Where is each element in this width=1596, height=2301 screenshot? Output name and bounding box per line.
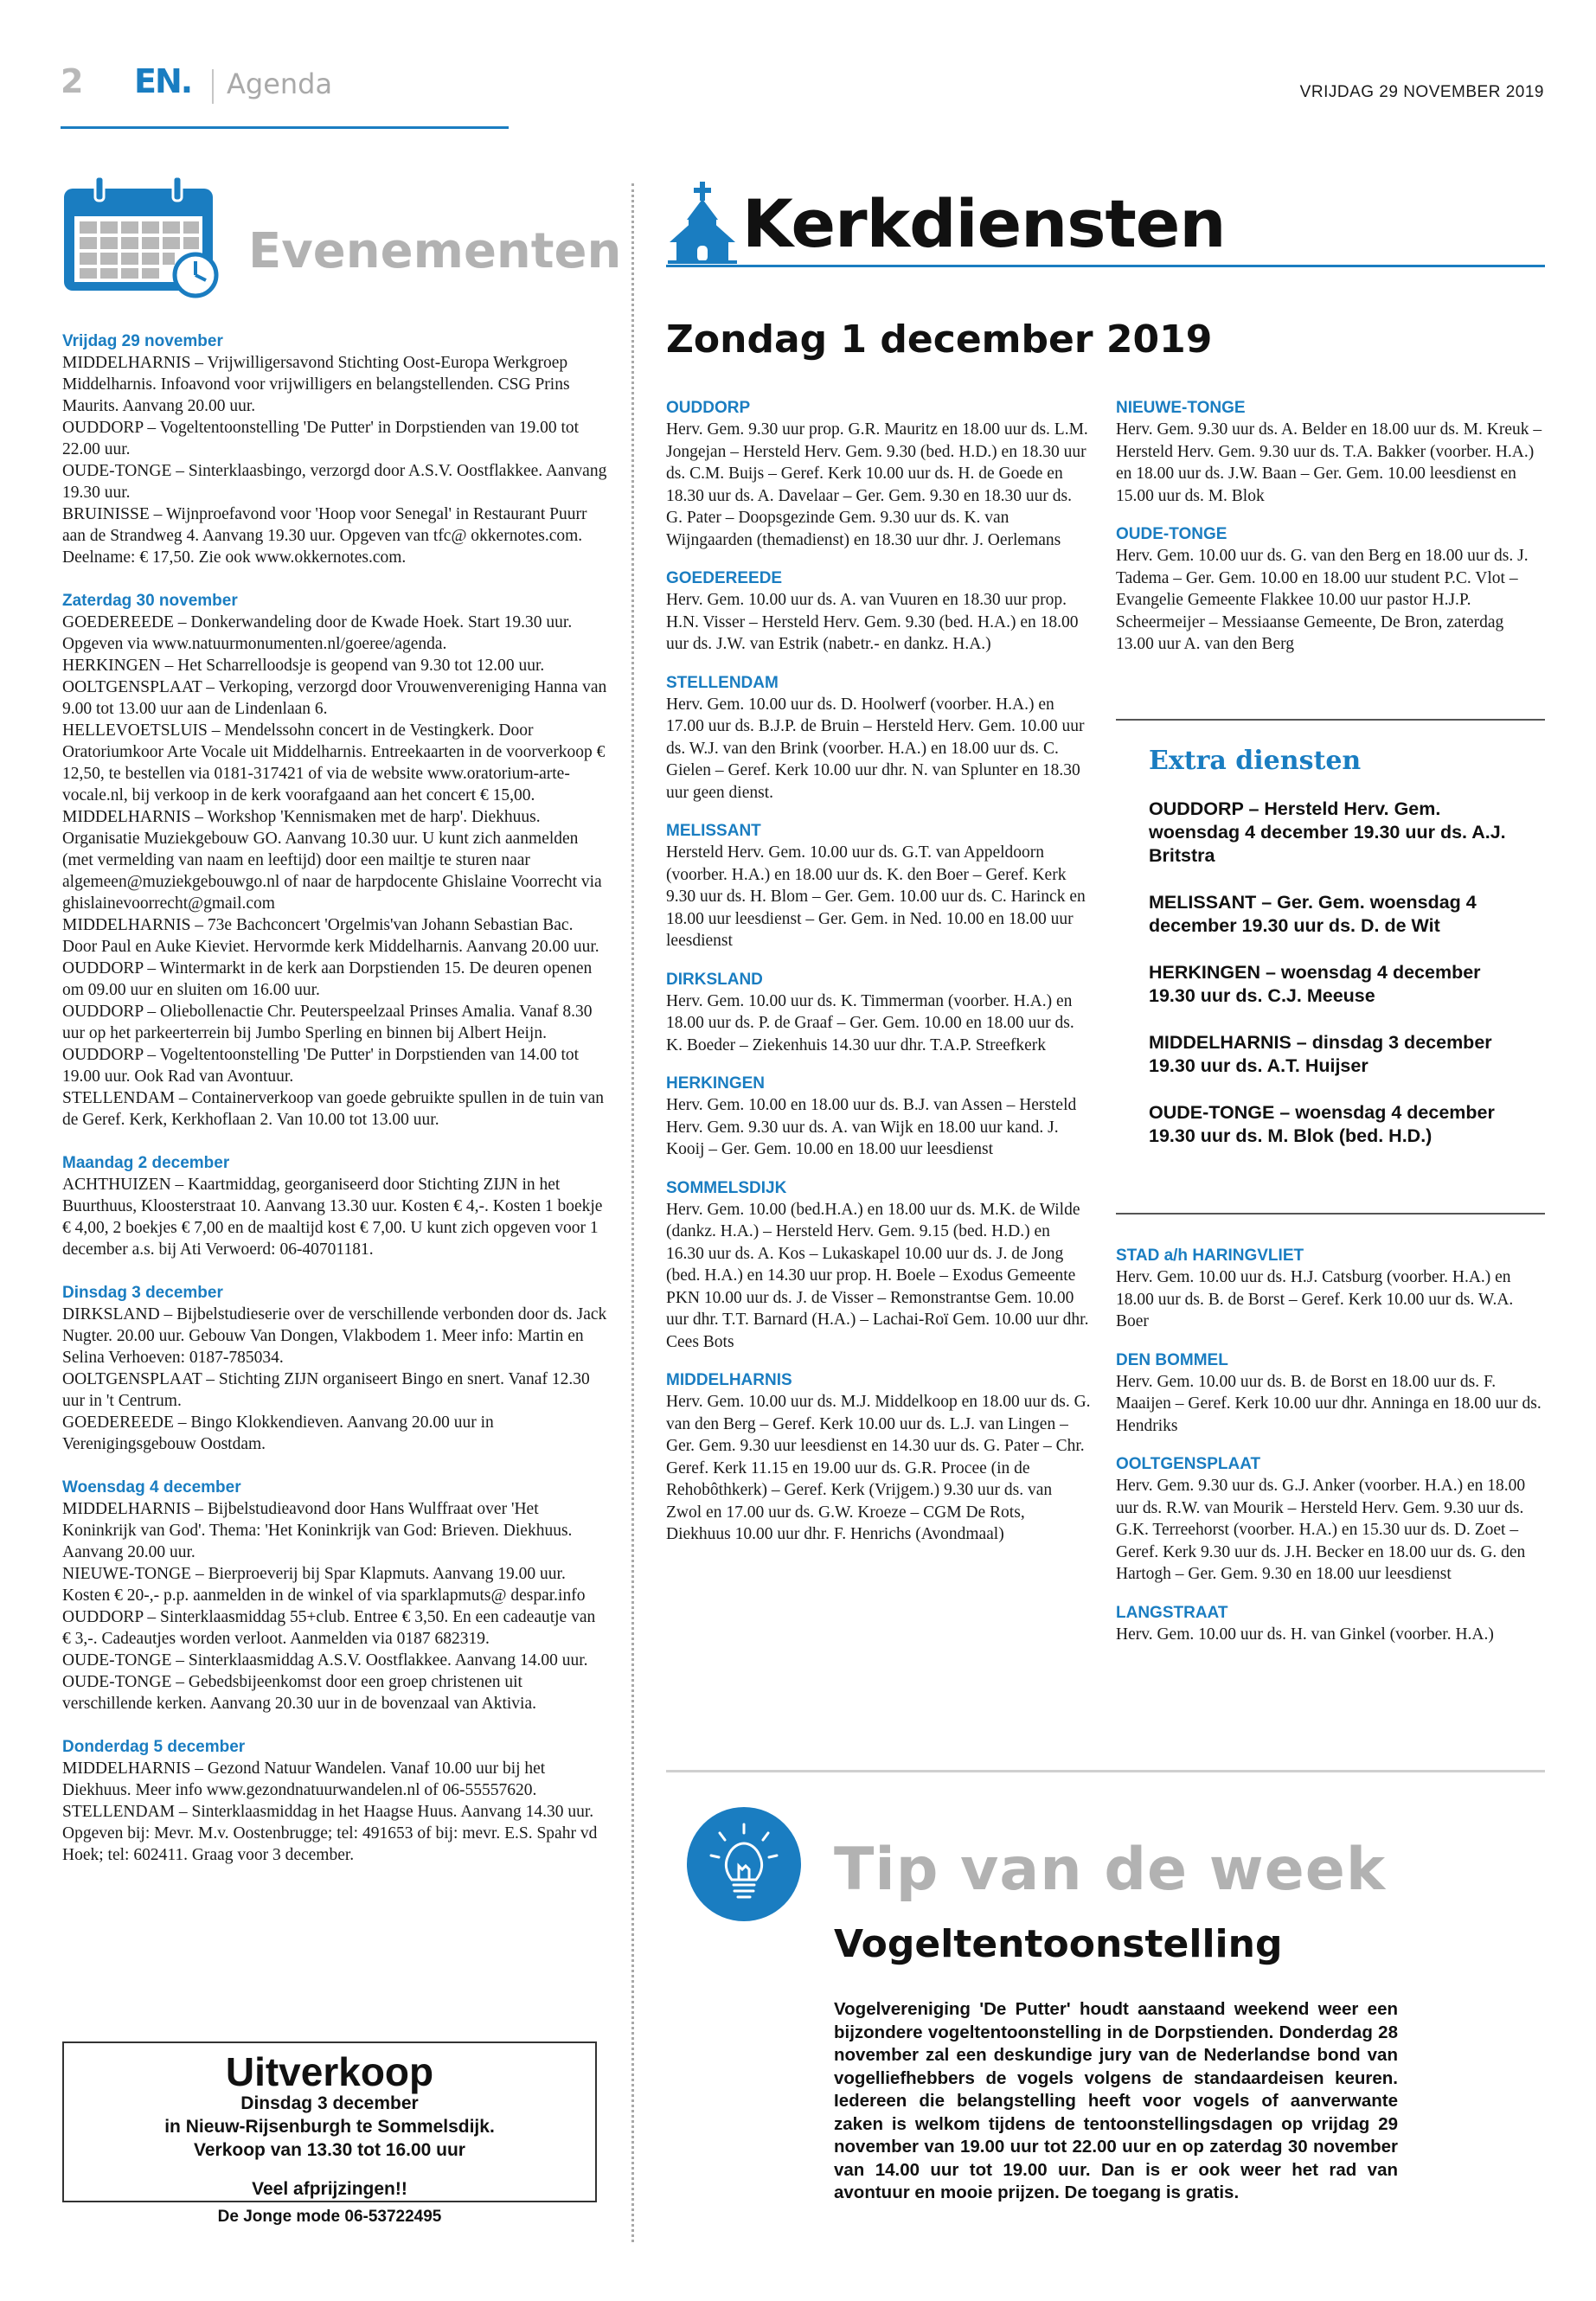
event-item: BRUINISSE – Wijnproefavond voor 'Hoop voor Senegal' in Restaurant Puurr aan de Strandweg 4. Aanvang 19.30 uur. Opgeven van tfc@ okkernotes.com. Deelname: € 17,50. Zie ook www.okkernotes.com. (62, 505, 587, 567)
extra-services-title: Extra diensten (1149, 746, 1362, 776)
church-services: Herv. Gem. 10.00 en 18.00 uur ds. B.J. van Assen – Hersteld Herv. Gem. 9.30 uur ds. A. van Wijk en 18.00 uur kand. J. Kooij – Ger. Gem. 10.00 en 18.00 uur leesdienst (666, 1096, 1077, 1158)
extra-service-item: OUDE-TONGE – woensdag 4 december 19.30 uur ds. M. Blok (bed. H.D.) (1149, 1102, 1495, 1146)
tip-title: Tip van de week (834, 1836, 1387, 1904)
church-place: SOMMELSDIJK (666, 1178, 787, 1197)
tip-subtitle: Vogeltentoonstelling (834, 1922, 1283, 1966)
event-item: HERKINGEN – Het Scharrelloodsje is geopend van 9.30 tot 12.00 uur. (62, 657, 545, 675)
uitverkoop-advert (62, 2041, 597, 2226)
church-services: Herv. Gem. 10.00 uur ds. D. Hoolwerf (voorber. H.A.) en 17.00 uur ds. B.J.P. de Bruin – Hersteld Herv. Gem. 10.00 uur ds. W.J. van den Brink (voorber. H.A.) en 18.00 uur ds. C. Gielen – Geref. Kerk 10.00 uur dhr. N. van Splunter en 18.30 uur geen dienst. (666, 695, 1085, 802)
event-day-heading: Donderdag 5 december (62, 1738, 246, 1756)
tip-body: Vogelvereniging 'De Putter' houdt aanstaand weekend weer een bijzondere vogeltentoonstelling in de Dorpstienden. Donderdag 28 november zal een deskundige jury van de Nederlandse bond van vogelliefhebbers de vogels volgens de standaardeisen keuren. Iedereen die belangstelling heeft voor vogels of aanverwante zaken is welkom tijdens de tentoonstellingsdagen op vrijdag 29 november van 19.00 uur tot 22.00 uur en op zaterdag 30 november van 14.00 uur tot 19.00 uur. Dan is er ook weer het rad van avontuur en mooie prijzen. De toegang is gratis. (834, 1999, 1398, 2202)
church-entry (666, 1178, 1092, 1354)
event-item: OUDE-TONGE – Sinterklaasbingo, verzorgd door A.S.V. Oostflakkee. Aanvang 19.30 uur. (62, 462, 607, 502)
church-place: STAD a/h HARINGVLIET (1116, 1247, 1304, 1265)
event-item: OUDDORP – Wintermarkt in de kerk aan Dorpstienden 15. De deuren openen om 09.00 uur en sluiten om 16.00 uur. (62, 959, 593, 999)
church-place: MIDDELHARNIS (666, 1371, 792, 1389)
header-rule (61, 126, 509, 129)
event-item: MIDDELHARNIS – Workshop 'Kennismaken met de harp'. Diekhuus. Organisatie Muziekgebouw GO. Aanvang 10.30 uur. U kunt zich aanmelden (met vermelding van naam en leeftijd) door een mailtje te sturen naar algemeen@muziekgebouwgo.nl of naar de harpdocente Ghislaine Voorrecht via ghislainevoorrecht@gmail.com (62, 808, 602, 913)
event-day (62, 1737, 607, 1866)
event-item: STELLENDAM – Sinterklaasmiddag in het Haagse Huus. Aanvang 14.30 uur. Opgeven bij: Mevr. M.v. Oostenbrugge; tel: 491653 of bij: mevr. E.S. Spahr vd Hoek; tel: 602411. Graag voor 3 december. (62, 1803, 598, 1864)
church-place: MELISSANT (666, 822, 761, 840)
event-day (62, 1477, 607, 1715)
church-services: Herv. Gem. 10.00 uur ds. M.J. Middelkoop en 18.00 uur ds. G. van den Berg – Geref. Kerk 10.00 uur ds. L.J. van Lingen – Ger. Gem. 9.30 uur leesdienst en 14.30 uur ds. G. Pater – Chr. Geref. Kerk 11.15 en 19.00 uur ds. G.R. Procee (in de Rehobôthkerk) – Geref. Kerk (Vrijgem.) 9.30 uur ds. van Zwol en 17.00 uur ds. G.W. Kroeze – CGM De Rots, Diekhuus 10.00 uur dhr. F. Henrichs (Avondmaal) (666, 1393, 1091, 1543)
church-entry (666, 821, 1092, 952)
church-icon (668, 182, 737, 269)
event-item: OOLTGENSPLAAT – Verkoping, verzorgd door Vrouwenvereniging Hanna van 9.00 tot 13.00 uur aan de Lindenlaan 6. (62, 678, 607, 718)
services-column-right (1116, 398, 1545, 673)
church-entry (1116, 1603, 1545, 1646)
church-services: Herv. Gem. 9.30 uur ds. A. Belder en 18.00 uur ds. M. Kreuk – Hersteld Herv. Gem. 9.30 uur ds. T.A. Bakker (voorber. H.A.) en 18.00 uur ds. J.W. Baan – Ger. Gem. 10.00 leesdienst en 15.00 uur ds. M. Blok (1116, 420, 1542, 505)
church-place: OUDDORP (666, 399, 751, 417)
services-date: Zondag 1 december 2019 (666, 317, 1213, 362)
tip-rule (666, 1770, 1545, 1772)
extra-service-item: OUDDORP – Hersteld Herv. Gem. woensdag 4 december 19.30 uur ds. A.J. Britstra (1149, 798, 1506, 866)
church-place: OUDE-TONGE (1116, 525, 1227, 543)
header-separator (212, 69, 214, 104)
event-day (62, 591, 607, 1131)
advert-line: in Nieuw-Rijsenburgh te Sommelsdijk. (164, 2117, 495, 2137)
lightbulb-icon (685, 1805, 803, 1927)
event-day-heading: Zaterdag 30 november (62, 592, 238, 610)
church-entry (1116, 1454, 1545, 1586)
church-services: Herv. Gem. 10.00 uur ds. B. de Borst en 18.00 uur ds. F. Maaijen – Geref. Kerk 10.00 uur dhr. Anninga en 18.00 uur ds. Hendriks (1116, 1372, 1542, 1435)
event-day (62, 331, 607, 568)
event-item: STELLENDAM – Containerverkoop van goede gebruikte spullen in de tuin van de Geref. Kerk, Kerkhoflaan 2. Van 10.00 tot 13.00 uur. (62, 1089, 605, 1129)
column-divider (631, 183, 634, 2242)
church-place: GOEDEREEDE (666, 569, 783, 587)
event-day (62, 1283, 607, 1455)
church-entry (666, 398, 1092, 551)
advert-title: Uitverkoop (225, 2049, 434, 2094)
event-item: MIDDELHARNIS – Bijbelstudieavond door Hans Wulffraat over 'Het Koninkrijk van God'. Thema: 'Het Koninkrijk van God: Brieven. Diekhuus. Aanvang 20.00 uur. (62, 1500, 573, 1561)
church-place: STELLENDAM (666, 673, 779, 692)
event-item: NIEUWE-TONGE – Bierproeverij bij Spar Klapmuts. Aanvang 19.00 uur. Kosten € 20-,- p.p. aanmelden in de winkel of via sparklapmuts@ despar.info (62, 1565, 586, 1605)
event-item: OUDE-TONGE – Sinterklaasmiddag A.S.V. Oostflakkee. Aanvang 14.00 uur. (62, 1651, 588, 1670)
event-item: DIRKSLAND – Bijbelstudieserie over de verschillende verbonden door ds. Jack Nugter. 20.00 uur. Gebouw Van Dongen, Vlakbodem 1. Meer info: Martin en Selina Verhoeven: 0187-785034. (62, 1305, 607, 1367)
event-day-heading: Maandag 2 december (62, 1154, 230, 1172)
church-services: Herv. Gem. 10.00 uur ds. G. van den Berg en 18.00 uur ds. J. Tadema – Ger. Gem. 10.00 en 18.00 uur student P.C. Vlot – Evangelie Gemeente Flakkee 10.00 uur pastor H.J.P. Scheermeijer – Messiaanse Gemeente, De Bron, zaterdag 13.00 uur A. van den Berg (1116, 547, 1529, 653)
section-title: Agenda (227, 67, 333, 100)
church-place: NIEUWE-TONGE (1116, 399, 1246, 417)
extra-service-item: MIDDELHARNIS – dinsdag 3 december 19.30 uur ds. A.T. Huijser (1149, 1032, 1492, 1076)
event-item: OUDE-TONGE – Gebedsbijeenkomst door een groep christenen uit verschillende kerken. Aanvang 20.30 uur in de bovenzaal van Aktivia. (62, 1673, 536, 1713)
event-day-heading: Dinsdag 3 december (62, 1284, 223, 1302)
issue-date: VRIJDAG 29 NOVEMBER 2019 (1299, 83, 1544, 101)
church-services: Herv. Gem. 10.00 uur ds. H. van Ginkel (voorber. H.A.) (1116, 1625, 1494, 1644)
church-place: HERKINGEN (666, 1074, 766, 1093)
church-services: Herv. Gem. 10.00 (bed.H.A.) en 18.00 uur ds. M.K. de Wilde (dankz. H.A.) – Hersteld Herv. Gem. 9.15 (bed. H.D.) en 16.30 uur ds. A. Kos – Lukaskapel 10.00 uur ds. J. de Jong (bed. H.A.) en 14.30 uur prop. H. Boele – Exodus Gemeente PKN 10.00 uur ds. J. de Visser – Remonstrantse Gem. 10.00 uur dhr. T.T. Barnard (H.A.) – Lachai-Roï Gem. 10.00 uur dhr. Cees Bots (666, 1200, 1089, 1351)
event-item: GOEDEREEDE – Donkerwandeling door de Kwade Hoek. Start 19.30 uur. Opgeven via www.natuurmonumenten.nl/goeree/agenda. (62, 613, 573, 653)
calendar-clock-icon (61, 173, 225, 304)
church-entry (666, 1370, 1092, 1546)
event-item: HELLEVOETSLUIS – Mendelssohn concert in de Vestingkerk. Door Oratoriumkoor Arte Vocale uit Middelharnis. Entreekaarten in de voorverkoop € 12,50, te bestellen via 0181-317421 of via de website www.oratorium-arte-vocale.nl, bij verkoop in de kerk voorafgaand aan het concert € 15,00. (62, 721, 606, 804)
church-entry (1116, 1350, 1545, 1438)
church-entry (666, 1074, 1092, 1161)
extra-service-item: HERKINGEN – woensdag 4 december 19.30 uur ds. C.J. Meeuse (1149, 962, 1481, 1006)
church-place: OOLTGENSPLAAT (1116, 1455, 1261, 1473)
church-entry (666, 673, 1092, 804)
services-column-right-lower (1116, 1246, 1545, 1663)
church-services: Herv. Gem. 10.00 uur ds. H.J. Catsburg (voorber. H.A.) en 18.00 uur ds. B. de Borst – Geref. Kerk 10.00 uur ds. W.A. Boer (1116, 1268, 1514, 1330)
extra-services-rule-top (1116, 719, 1545, 721)
church-services: Hersteld Herv. Gem. 10.00 uur ds. G.T. van Appeldoorn (voorber. H.A.) en 18.00 uur ds. K. den Boer – Geref. Kerk 9.30 uur ds. H. Blom – Ger. Gem. 10.00 uur ds. C. Harinck en 18.00 uur leesdienst – Ger. Gem. in Ned. 10.00 en 18.00 uur leesdienst (666, 843, 1086, 950)
church-entry (666, 568, 1092, 656)
church-place: DEN BOMMEL (1116, 1350, 1228, 1369)
extra-services-list (1149, 798, 1529, 1171)
church-entry (1116, 398, 1545, 507)
event-day-heading: Woensdag 4 december (62, 1478, 241, 1497)
event-item: OOLTGENSPLAAT – Stichting ZIJN organiseert Bingo en snert. Vanaf 12.30 uur in 't Centrum. (62, 1370, 590, 1410)
event-item: GOEDEREEDE – Bingo Klokkendieven. Aanvang 20.00 uur in Verenigingsgebouw Oostdam. (62, 1413, 494, 1453)
advert-line: Verkoop van 13.30 tot 16.00 uur (194, 2140, 465, 2160)
church-services: Herv. Gem. 10.00 uur ds. K. Timmerman (voorber. H.A.) en 18.00 uur ds. P. de Graaf – Ger. Gem. 10.00 en 18.00 uur ds. K. Boeder – Ziekenhuis 14.30 uur dhr. T.A.P. Streefkerk (666, 991, 1074, 1054)
advert-offer: Veel afprijzingen!! (252, 2179, 407, 2199)
event-day (62, 1153, 607, 1260)
church-services: Herv. Gem. 9.30 uur prop. G.R. Mauritz en 18.00 uur ds. L.M. Jongejan – Hersteld Herv. Gem. 9.30 (bed. H.D.) en 18.30 uur ds. C.M. Buijs – Geref. Kerk 10.00 uur ds. H. de Goede en 18.30 uur ds. A. Davelaar – Ger. Gem. 9.30 en 18.30 uur ds. G. Pater – Doopsgezinde Gem. 9.30 uur ds. K. van Wijngaarden (themadienst) en 18.30 uur dhr. J. Oerlemans (666, 420, 1088, 549)
event-item: OUDDORP – Vogeltentoonstelling 'De Putter' in Dorpstienden van 19.00 tot 22.00 uur. (62, 419, 580, 458)
church-services-title: Kerkdiensten (742, 185, 1226, 262)
event-day-heading: Vrijdag 29 november (62, 332, 223, 350)
page-number: 2 (61, 62, 84, 100)
church-services: Herv. Gem. 10.00 uur ds. A. van Vuuren en 18.30 uur prop. H.N. Visser – Hersteld Herv. Gem. 9.30 (bed. H.A.) en 18.00 uur ds. J.W. van Estrik (nabetr.- en dankz. H.A.) (666, 591, 1079, 653)
church-entry (1116, 524, 1545, 656)
event-item: ACHTHUIZEN – Kaartmiddag, georganiseerd door Stichting ZIJN in het Buurthuus, Kloosterstraat 10. Aanvang 13.30 uur. Kosten € 4,-. Kosten 1 boekje € 4,00, 2 boekjes € 7,00 en de maaltijd kost € 7,00. U kunt zich opgeven voor 1 december a.s. bij Ati Verwoerd: 06-40701181. (62, 1176, 603, 1259)
events-title: Evenementen (248, 223, 622, 279)
church-entry (1116, 1246, 1545, 1333)
event-item: MIDDELHARNIS – Vrijwilligersavond Stichting Oost-Europa Werkgroep Middelharnis. Infoavond voor vrijwilligers en belangstellenden. CSG Prins Maurits. Aanvang 20.00 uur. (62, 354, 570, 415)
advert-line: Dinsdag 3 december (240, 2093, 419, 2113)
event-item: OUDDORP – Sinterklaasmiddag 55+club. Entree € 3,50. En een cadeautje van € 3,-. Cadeautjes worden verloot. Aanmelden via 0187 682319. (62, 1608, 596, 1648)
extra-services-rule-bottom (1116, 1213, 1545, 1215)
services-column-left (666, 398, 1092, 1563)
event-item: OUDDORP – Oliebollenactie Chr. Peuterspeelzaal Prinses Amalia. Vanaf 8.30 uur op het parkeerterrein bij Jumbo Sperling en binnen bij Albert Heijn. (62, 1003, 593, 1042)
church-entry (666, 970, 1092, 1057)
newspaper-logo: EN. (134, 62, 192, 100)
event-item: MIDDELHARNIS – 73e Bachconcert 'Orgelmis'van Johann Sebastian Bac. Door Paul en Auke Kieviet. Hervormde kerk Middelharnis. Aanvang 20.00 uur. (62, 916, 599, 956)
events-list (62, 331, 607, 1888)
advert-shop: De Jonge mode 06-53722495 (217, 2208, 442, 2226)
church-services-rule (666, 265, 1545, 267)
church-place: DIRKSLAND (666, 970, 763, 989)
event-item: OUDDORP – Vogeltentoonstelling 'De Putter' in Dorpstienden van 14.00 tot 19.00 uur. Ook Rad van Avontuur. (62, 1046, 580, 1086)
church-place: LANGSTRAAT (1116, 1603, 1228, 1622)
extra-service-item: MELISSANT – Ger. Gem. woensdag 4 december 19.30 uur ds. D. de Wit (1149, 892, 1477, 936)
church-services: Herv. Gem. 9.30 uur ds. G.J. Anker (voorber. H.A.) en 18.00 uur ds. R.W. van Mourik – Hersteld Herv. Gem. 9.30 uur ds. G.K. Terreehorst (voorber. H.A.) en 15.30 uur ds. D. Zoet – Geref. Kerk 9.30 uur ds. J.H. Becker en 18.00 uur ds. G. den Hartogh – Ger. Gem. 9.30 en 18.00 uur leesdienst (1116, 1477, 1526, 1583)
event-item: MIDDELHARNIS – Gezond Natuur Wandelen. Vanaf 10.00 uur bij het Diekhuus. Meer info www.gezondnatuurwandelen.nl of 06-55557620. (62, 1759, 546, 1799)
